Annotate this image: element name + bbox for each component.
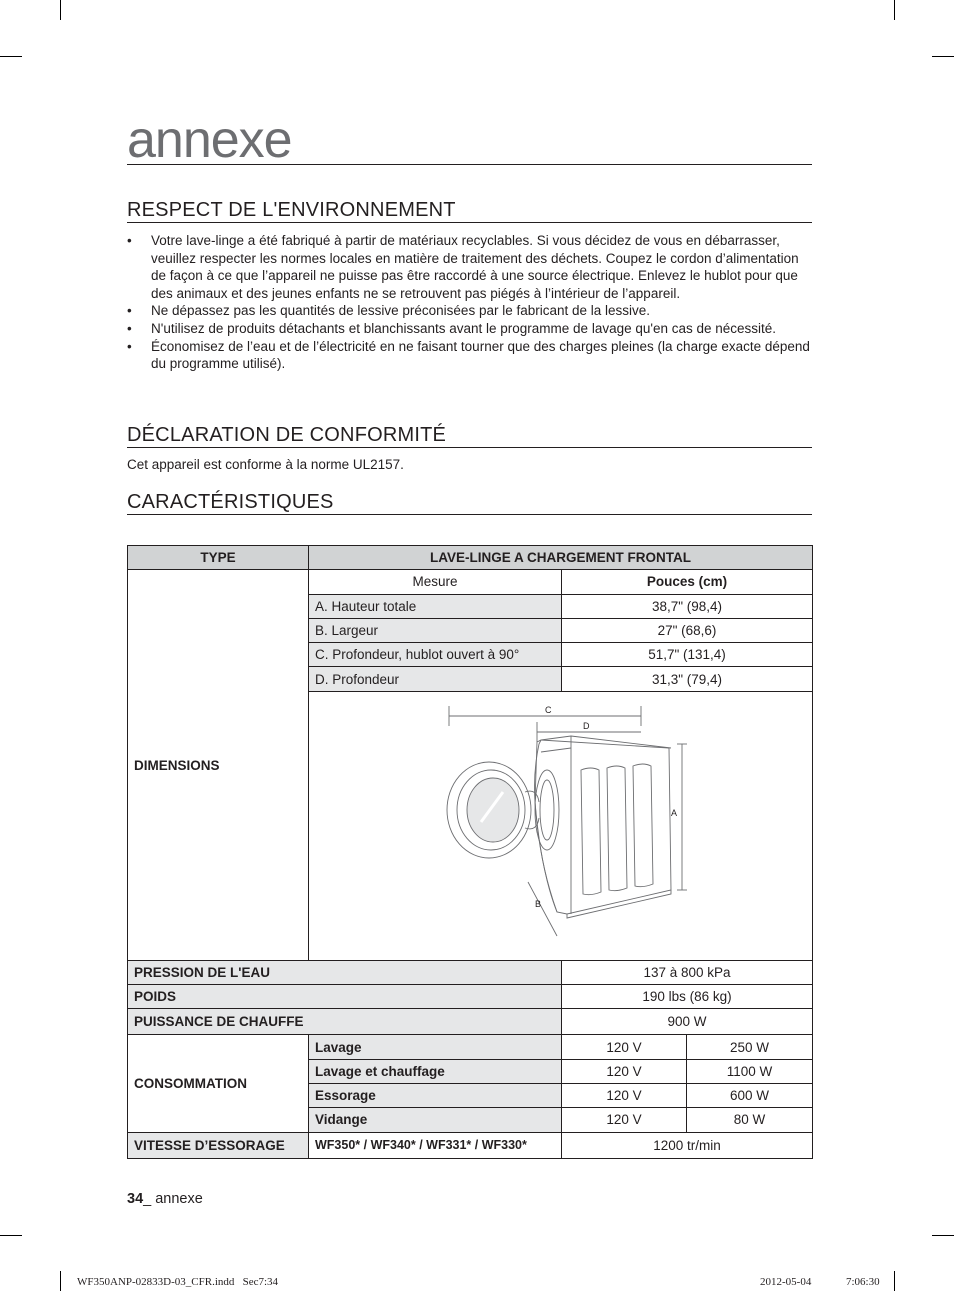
table-row (128, 985, 813, 1009)
poids-label: POIDS (128, 985, 562, 1009)
crop-mark (0, 56, 22, 57)
page-footer (127, 1191, 203, 1207)
chauffe-label: PUISSANCE DE CHAUFFE (128, 1009, 562, 1035)
conso-volt: 120 V (562, 1108, 687, 1132)
dim-name: D. Profondeur (309, 667, 562, 691)
page-section-label: _ annexe (143, 1191, 203, 1207)
table-row (128, 546, 813, 570)
conso-name: Lavage et chauffage (309, 1059, 562, 1083)
list-item: • Votre lave-linge a été fabriqué à partir de matériaux recyclables. Si vous décidez de vous en débarrasser, veuillez respecter les normes locales en matière de traitement des déchets. Coupez le cordon d’alimentation de façon à ce que l’appareil ne puisse pas être raccordé à une source électrique. Enlevez le hublot pour que des animaux et des jeunes enfants ne se retrouvent pas piégés à l’intérieur de l’appareil. (127, 232, 812, 302)
dimensions-diagram-cell (309, 691, 813, 960)
conso-watt: 250 W (687, 1035, 813, 1059)
slug-time: 7:06:30 (846, 1276, 880, 1288)
conso-watt: 80 W (687, 1108, 813, 1132)
diagram-label-b: B (535, 898, 542, 909)
list-item: • N'utilisez de produits détachants et blanchissants avant le programme de lavage qu'en cas de nécessité. (127, 320, 812, 338)
table-row (128, 570, 813, 594)
conso-name: Vidange (309, 1108, 562, 1132)
conso-volt: 120 V (562, 1083, 687, 1107)
vitesse-label: VITESSE D’ESSORAGE (128, 1132, 309, 1158)
conso-volt: 120 V (562, 1059, 687, 1083)
dim-name: A. Hauteur totale (309, 594, 562, 618)
diagram-label-c: C (545, 704, 552, 715)
table-row (128, 1009, 813, 1035)
conformity-text: Cet appareil est conforme à la norme UL2157. (127, 457, 404, 472)
pression-value: 137 à 800 kPa (562, 960, 813, 984)
dim-value: 51,7" (131,4) (562, 643, 813, 667)
dim-name: B. Largeur (309, 618, 562, 642)
section-heading-specs: CARACTÉRISTIQUES (127, 490, 812, 515)
crop-mark (60, 1271, 61, 1291)
poids-value: 190 lbs (86 kg) (562, 985, 813, 1009)
list-item: • Ne dépassez pas les quantités de lessive préconisées par le fabricant de la lessive. (127, 302, 812, 320)
vitesse-value: 1200 tr/min (562, 1132, 813, 1158)
conso-name: Essorage (309, 1083, 562, 1107)
dim-value: 31,3" (79,4) (562, 667, 813, 691)
chauffe-value: 900 W (562, 1009, 813, 1035)
crop-mark (894, 1271, 895, 1291)
pression-label: PRESSION DE L'EAU (128, 960, 562, 984)
conso-watt: 1100 W (687, 1059, 813, 1083)
slug-date: 2012-05-04 (760, 1276, 812, 1288)
diagram-label-d: D (583, 720, 590, 731)
mesure-header: Mesure (309, 570, 562, 594)
pouces-header: Pouces (cm) (562, 570, 813, 594)
crop-mark (60, 0, 61, 20)
dim-value: 27" (68,6) (562, 618, 813, 642)
file-slug: WF350ANP-02833D-03_CFR.indd Sec7:34 (77, 1276, 279, 1288)
crop-mark (932, 1235, 954, 1236)
diagram-label-a: A (671, 807, 678, 818)
environment-list (127, 232, 812, 373)
conso-name: Lavage (309, 1035, 562, 1059)
list-item: • Économisez de l’eau et de l’électricité en ne faisant tourner que des charges pleines (la charge exacte dépend du programme utilisé). (127, 338, 812, 373)
table-row (128, 960, 813, 984)
page-number: 34 (127, 1191, 144, 1207)
section-heading-environment: RESPECT DE L'ENVIRONNEMENT (127, 198, 812, 223)
crop-mark (0, 1235, 22, 1236)
crop-mark (932, 56, 954, 57)
type-value: LAVE-LINGE A CHARGEMENT FRONTAL (309, 546, 813, 570)
dim-name: C. Profondeur, hublot ouvert à 90° (309, 643, 562, 667)
conso-watt: 600 W (687, 1083, 813, 1107)
conso-volt: 120 V (562, 1035, 687, 1059)
specs-table (127, 545, 813, 1159)
type-label: TYPE (128, 546, 309, 570)
page-title: annexe (127, 116, 812, 165)
vitesse-models: WF350* / WF340* / WF331* / WF330* (309, 1132, 562, 1158)
table-row (128, 1035, 813, 1059)
conso-label: CONSOMMATION (128, 1035, 309, 1132)
table-row (128, 1132, 813, 1158)
dim-value: 38,7" (98,4) (562, 594, 813, 618)
washer-dimensions-diagram (309, 692, 812, 960)
dimensions-label: DIMENSIONS (128, 570, 309, 960)
crop-mark (894, 0, 895, 20)
section-heading-conformity: DÉCLARATION DE CONFORMITÉ (127, 423, 812, 448)
